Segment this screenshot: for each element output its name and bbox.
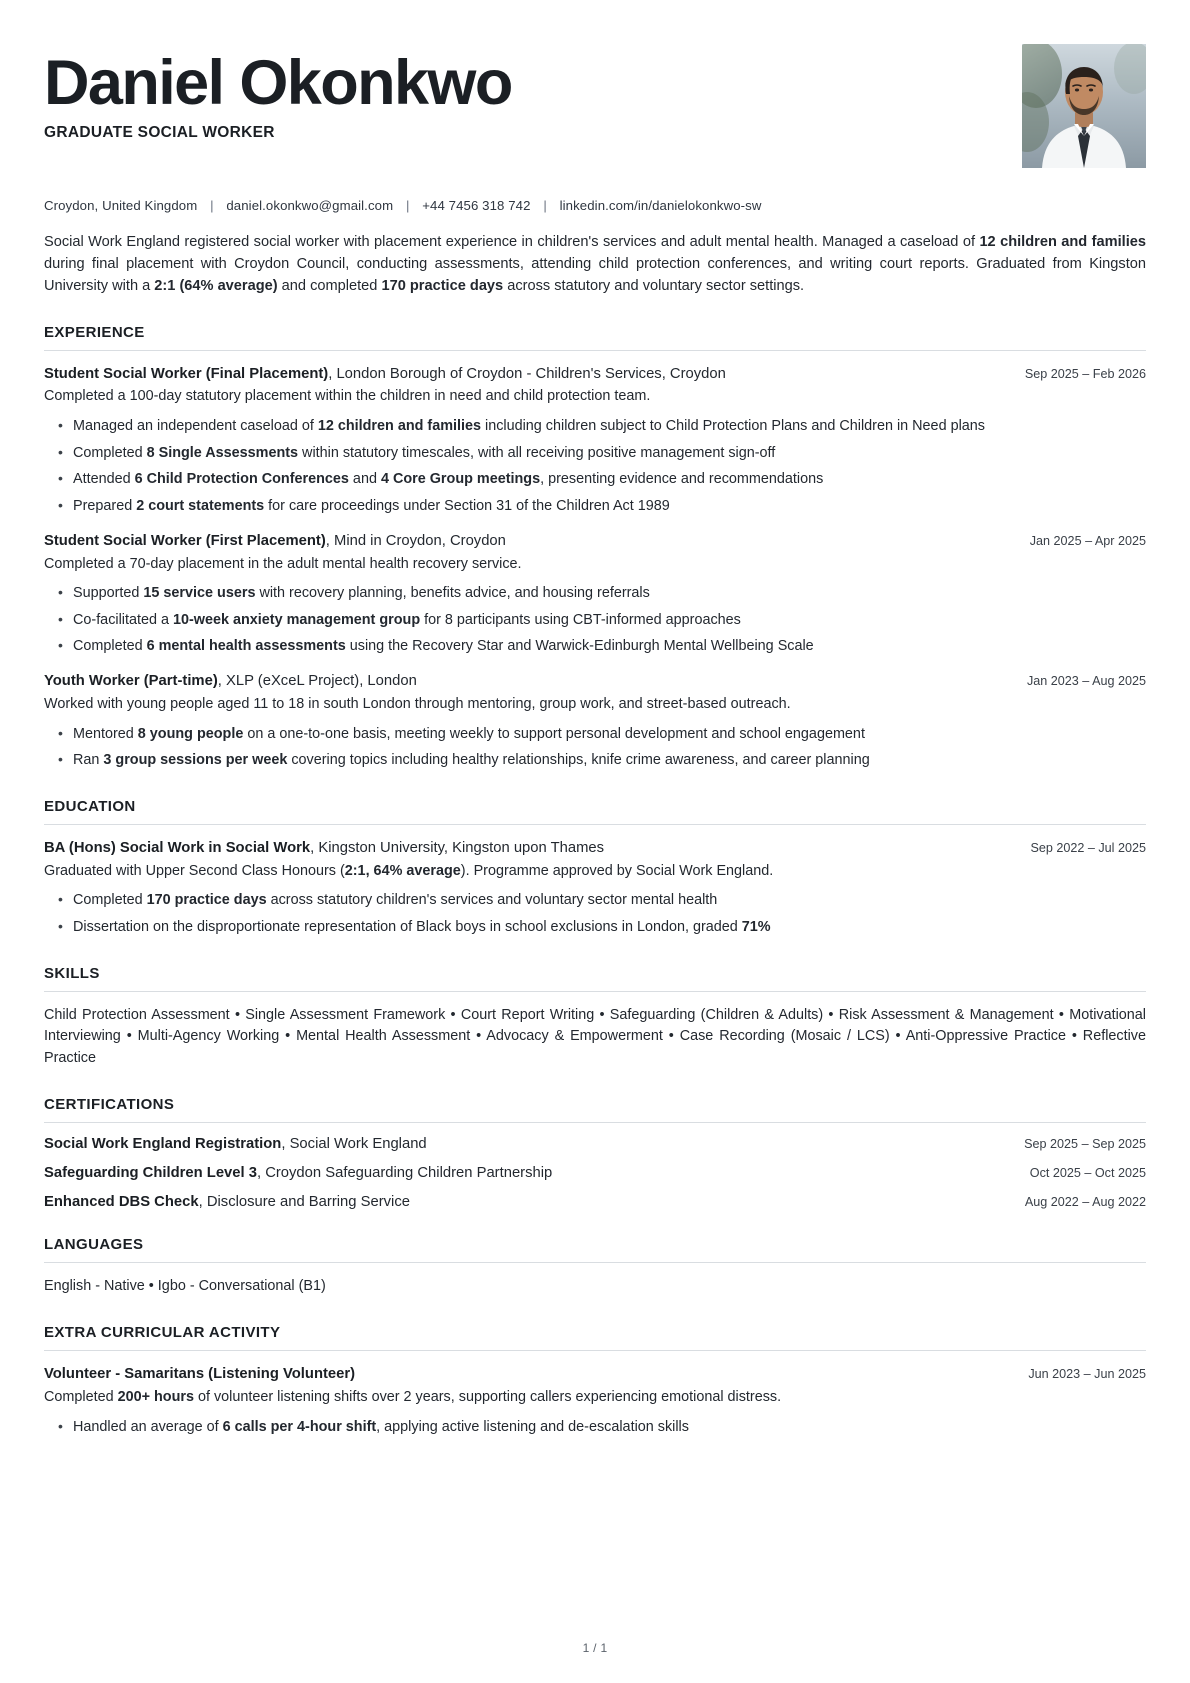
summary-bold-1: 12 children and families	[979, 234, 1146, 250]
list-item	[44, 496, 1146, 518]
bullet-bold: 6 calls per 4-hour shift	[222, 1418, 377, 1435]
desc-text: Graduated with Upper Second Class Honours (	[44, 862, 345, 879]
contact-line	[44, 198, 1146, 213]
list-item	[44, 443, 1146, 465]
section-certifications	[44, 1096, 1146, 1210]
bullet-text: Co-facilitated a	[73, 611, 173, 628]
summary-text-3: and completed	[277, 278, 382, 295]
list-item	[44, 724, 1146, 746]
skills-list: Child Protection Assessment • Single Assessment Framework • Court Report Writing • Safeguarding (Children & Adults) • Risk Assessment & Management • Motivational Interviewing • Multi-Agency Working • Mental Health Assessment • Advocacy & Empowerment • Case Recording (Mosaic / LCS) • Anti-Oppressive Practice • Reflective Practice	[44, 1006, 1146, 1067]
section-title-experience: EXPERIENCE	[44, 323, 145, 341]
certification-issuer: , Croydon Safeguarding Children Partnership	[256, 1165, 553, 1182]
bullet-text: Completed	[73, 444, 147, 461]
entry-bullet-list	[44, 724, 1146, 772]
job-org: , Mind in Croydon, Croydon	[325, 532, 506, 549]
entry-bullet-list	[44, 890, 1146, 938]
entry-title-line	[44, 839, 604, 859]
experience-entry	[44, 532, 1146, 658]
certification-title-line	[44, 1165, 552, 1181]
certification-title-line	[44, 1136, 427, 1152]
bullet-bold: 10-week anxiety management group	[172, 611, 421, 628]
entry-title-line	[44, 672, 417, 692]
bullet-text: , applying active listening and de-escalation skills	[376, 1418, 689, 1435]
entry-description	[44, 861, 1146, 883]
section-divider	[44, 824, 1146, 825]
contact-phone[interactable]: +44 7456 318 742	[422, 198, 531, 213]
certification-row	[44, 1194, 1146, 1210]
portrait-photo-icon	[1022, 44, 1146, 168]
desc-text: of volunteer listening shifts over 2 years, supporting callers experiencing emotional distress.	[193, 1389, 782, 1406]
entry-date: Sep 2022 – Jul 2025	[1030, 840, 1146, 855]
professional-summary	[44, 231, 1146, 298]
section-title-extra-curricular: EXTRA CURRICULAR ACTIVITY	[44, 1324, 281, 1342]
bullet-text: and	[348, 471, 381, 488]
desc-text: Completed	[44, 1389, 118, 1406]
entry-description: Completed a 100-day statutory placement within the children in need and child protection team.	[44, 388, 651, 405]
contact-separator: |	[405, 198, 410, 213]
certification-date: Aug 2022 – Aug 2022	[1024, 1195, 1146, 1210]
education-entry	[44, 839, 1146, 939]
bullet-text: for care proceedings under Section 31 of the Children Act 1989	[264, 497, 670, 514]
bullet-text: Supported	[73, 585, 144, 602]
bullet-text: covering topics including healthy relationships, knife crime awareness, and career planning	[287, 752, 870, 769]
bullet-bold: 170 practice days	[146, 892, 267, 909]
summary-bold-3: 170 practice days	[381, 278, 504, 295]
section-divider	[44, 1350, 1146, 1351]
list-item	[44, 1417, 1146, 1439]
bullet-bold: 3 group sessions per week	[103, 752, 288, 769]
bullet-bold: 12 children and families	[317, 418, 481, 435]
bullet-text: across statutory children's services and voluntary sector mental health	[266, 892, 718, 909]
job-title: GRADUATE SOCIAL WORKER	[44, 124, 275, 142]
bullet-bold: 6 Child Protection Conferences	[134, 471, 349, 488]
section-title-skills: SKILLS	[44, 964, 100, 982]
list-item	[44, 583, 1146, 605]
extra-curricular-entry	[44, 1365, 1146, 1438]
section-languages	[44, 1236, 1146, 1298]
bullet-bold: 4 Core Group meetings	[380, 471, 541, 488]
section-education	[44, 798, 1146, 939]
resume-header	[44, 44, 1146, 168]
entry-header	[44, 672, 1146, 692]
section-divider	[44, 1122, 1146, 1123]
entry-title-line	[44, 365, 726, 385]
entry-header	[44, 1365, 1146, 1385]
avatar	[1022, 44, 1146, 168]
school-name: , Kingston University, Kingston upon Thames	[310, 839, 605, 856]
entry-date: Sep 2025 – Feb 2026	[1024, 366, 1146, 381]
certification-issuer: , Disclosure and Barring Service	[198, 1194, 410, 1211]
entry-header	[44, 532, 1146, 552]
job-role: Student Social Worker (Final Placement)	[44, 365, 329, 382]
section-experience	[44, 324, 1146, 772]
job-role: Student Social Worker (First Placement)	[44, 532, 326, 549]
desc-bold: 2:1, 64% average	[344, 862, 461, 879]
job-org: , XLP (eXceL Project), London	[217, 672, 417, 689]
entry-title-line	[44, 532, 506, 552]
section-divider	[44, 350, 1146, 351]
experience-entry	[44, 672, 1146, 772]
certification-date: Sep 2025 – Sep 2025	[1024, 1137, 1146, 1152]
bullet-text: Ran	[73, 752, 104, 769]
bullet-text: , presenting evidence and recommendations	[540, 471, 824, 488]
bullet-bold: 2 court statements	[136, 497, 265, 514]
list-item	[44, 750, 1146, 772]
bullet-text: Completed	[73, 638, 147, 655]
bullet-text: Completed	[73, 892, 147, 909]
bullet-text: using the Recovery Star and Warwick-Edinburgh Mental Wellbeing Scale	[345, 638, 814, 655]
section-title-certifications: CERTIFICATIONS	[44, 1096, 175, 1114]
contact-separator: |	[210, 198, 214, 213]
section-skills	[44, 965, 1146, 1071]
summary-text-1: Social Work England registered social worker with placement experience in children's services and adult mental health. Managed a caseload of	[44, 234, 980, 250]
bullet-text: with recovery planning, benefits advice, and housing referrals	[255, 585, 650, 602]
bullet-text: on a one-to-one basis, meeting weekly to support personal development and school engagement	[243, 725, 865, 742]
bullet-text: for 8 participants using CBT-informed approaches	[420, 611, 741, 628]
bullet-text: within statutory timescales, with all receiving positive management sign-off	[298, 444, 776, 461]
summary-text-2: during final placement with Croydon Council, conducting assessments, attending child protection conferences, and writing court reports. Graduated from Kingston University with a	[44, 256, 1146, 295]
bullet-text: including children subject to Child Protection Plans and Children in Need plans	[481, 418, 985, 435]
list-item	[44, 890, 1146, 912]
bullet-bold: 15 service users	[143, 585, 256, 602]
page-indicator: 1 / 1	[582, 1641, 608, 1655]
section-title-education: EDUCATION	[44, 797, 136, 815]
certification-name: Social Work England Registration	[44, 1136, 282, 1153]
contact-email[interactable]: daniel.okonkwo@gmail.com	[226, 198, 394, 213]
summary-bold-2: 2:1 (64% average)	[154, 278, 278, 295]
certification-date: Oct 2025 – Oct 2025	[1029, 1166, 1146, 1181]
degree-name: BA (Hons) Social Work in Social Work	[44, 839, 311, 856]
list-item	[44, 416, 1146, 438]
header-text-block	[44, 44, 998, 142]
list-item	[44, 636, 1146, 658]
activity-role: Volunteer - Samaritans (Listening Volunteer)	[44, 1366, 356, 1383]
page-title: Daniel Okonkwo	[44, 48, 512, 118]
entry-date: Jan 2023 – Aug 2025	[1026, 673, 1146, 688]
bullet-bold: 6 mental health assessments	[146, 638, 346, 655]
experience-entry	[44, 365, 1146, 518]
section-divider	[44, 1262, 1146, 1263]
bullet-text: Prepared	[73, 497, 137, 514]
certification-name: Safeguarding Children Level 3	[44, 1165, 257, 1182]
list-item	[44, 469, 1146, 491]
entry-bullet-list	[44, 583, 1146, 658]
entry-description: Worked with young people aged 11 to 18 in south London through mentoring, group work, and street-based outreach.	[44, 695, 791, 712]
certification-title-line	[44, 1194, 410, 1210]
desc-text: ). Programme approved by Social Work England.	[460, 862, 774, 879]
bullet-bold: 8 Single Assessments	[146, 444, 299, 461]
section-divider	[44, 991, 1146, 992]
section-extra-curricular	[44, 1324, 1146, 1438]
bullet-text: Attended	[73, 471, 135, 488]
entry-description: Completed a 70-day placement in the adult mental health recovery service.	[44, 555, 522, 572]
desc-bold: 200+ hours	[117, 1389, 194, 1406]
entry-date: Jun 2023 – Jun 2025	[1028, 1367, 1146, 1382]
entry-description	[44, 1387, 1146, 1409]
bullet-text: Mentored	[73, 725, 138, 742]
certification-row	[44, 1136, 1146, 1152]
bullet-text: Handled an average of	[73, 1418, 223, 1435]
bullet-text: Managed an independent caseload of	[73, 418, 318, 435]
contact-linkedin[interactable]: linkedin.com/in/danielokonkwo-sw	[559, 198, 762, 213]
entry-bullet-list	[44, 416, 1146, 517]
summary-text-4: across statutory and voluntary sector settings.	[503, 278, 805, 295]
bullet-bold: 8 young people	[137, 725, 244, 742]
list-item	[44, 610, 1146, 632]
bullet-text: Dissertation on the disproportionate representation of Black boys in school exclusions in London, graded	[73, 918, 742, 935]
bullet-bold: 71%	[741, 918, 771, 935]
entry-header	[44, 839, 1146, 859]
languages-list: English - Native • Igbo - Conversational (B1)	[44, 1278, 326, 1295]
certification-name: Enhanced DBS Check	[44, 1194, 199, 1211]
entry-title-line	[44, 1365, 355, 1385]
section-title-languages: LANGUAGES	[44, 1236, 144, 1254]
job-org: , London Borough of Croydon - Children's Services, Croydon	[328, 365, 726, 382]
entry-date: Jan 2025 – Apr 2025	[1029, 533, 1146, 548]
entry-header	[44, 365, 1146, 385]
entry-bullet-list	[44, 1417, 1146, 1439]
certification-row	[44, 1165, 1146, 1181]
job-role: Youth Worker (Part-time)	[44, 672, 218, 689]
list-item	[44, 917, 1146, 939]
certification-issuer: , Social Work England	[281, 1136, 427, 1153]
contact-separator: |	[543, 198, 547, 213]
contact-location: Croydon, United Kingdom	[44, 198, 198, 213]
